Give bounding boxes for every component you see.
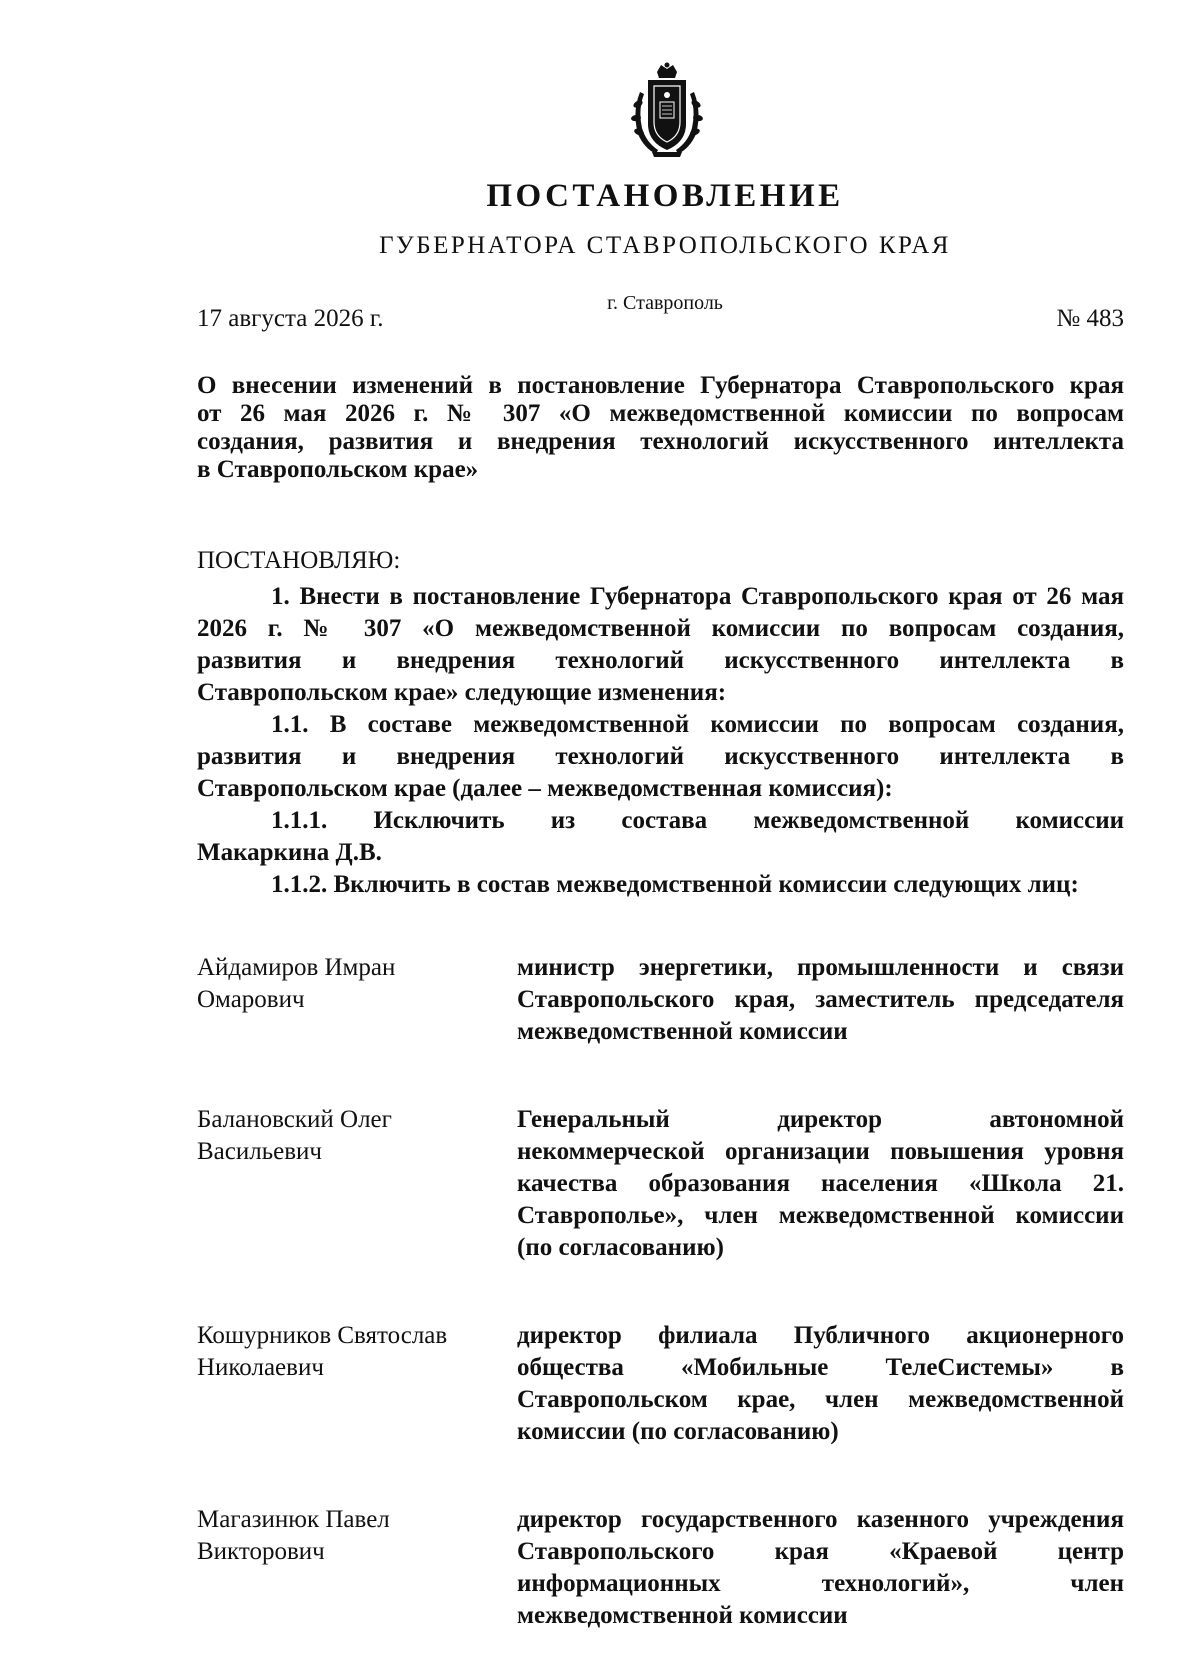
- member-name-line: Магазинюк Павел: [197, 1506, 390, 1533]
- subject-line: от 26 мая 2026 г. № 307 «О межведомственной комиссии по вопросам: [197, 400, 1124, 427]
- clause-line: 2026 г. № 307 «О межведомственной комиссии по вопросам создания,: [197, 615, 1124, 642]
- member-name: [197, 1320, 497, 1384]
- position-line: директор филиала Публичного акционерного: [517, 1322, 1124, 1349]
- member-name-line: Кошурников Святослав: [197, 1322, 448, 1349]
- position-line: Ставропольского края «Краевой центр: [517, 1538, 1124, 1565]
- issue-city: г. Ставрополь: [607, 292, 723, 314]
- subject-line: создания, развития и внедрения технологий искусственного интеллекта: [197, 428, 1124, 455]
- clause-line: Ставропольском крае (далее – межведомственная комиссия):: [197, 775, 893, 802]
- position-line: межведомственной комиссии: [517, 1018, 848, 1045]
- document-title: ПОСТАНОВЛЕНИЕ: [486, 178, 844, 214]
- member-name-line: Балановский Олег: [197, 1106, 392, 1133]
- member-position: [517, 1104, 1124, 1264]
- member-entry: [197, 952, 1124, 1048]
- position-line: некоммерческой организации повышения уровня: [517, 1138, 1124, 1165]
- clause-1-1: [197, 709, 1124, 805]
- document-number: № 483: [1056, 305, 1124, 332]
- position-line: Генеральный директор автономной: [517, 1106, 1124, 1133]
- member-position: [517, 1504, 1124, 1632]
- position-line: информационных технологий», член: [517, 1570, 1124, 1597]
- subject-line: О внесении изменений в постановление Губернатора Ставропольского края: [197, 372, 1124, 399]
- position-line: общества «Мобильные ТелеСистемы» в: [517, 1354, 1124, 1381]
- position-line: Ставропольском крае, член межведомственной: [517, 1386, 1124, 1413]
- position-line: Ставропольского края, заместитель председателя: [517, 986, 1124, 1013]
- position-line: качества образования населения «Школа 21.: [517, 1170, 1124, 1197]
- clause-line: 1.1.1. Исключить из состава межведомственной комиссии: [271, 807, 1124, 834]
- commission-members-list: [197, 952, 1124, 1632]
- issuing-authority: ГУБЕРНАТОРА СТАВРОПОЛЬСКОГО КРАЯ: [379, 232, 951, 259]
- clause-line: развития и внедрения технологий искусственного интеллекта в: [197, 743, 1124, 770]
- position-line: (по согласованию): [517, 1234, 724, 1261]
- issue-date: 17 августа 2026 г.: [197, 305, 384, 332]
- position-line: межведомственной комиссии: [517, 1602, 848, 1629]
- position-line: комиссии (по согласованию): [517, 1418, 839, 1445]
- member-name: [197, 1104, 497, 1168]
- clause-line: 1.1.2. Включить в состав межведомственной комиссии следующих лиц:: [271, 871, 1079, 898]
- clause-line: 1. Внести в постановление Губернатора Ставропольского края от 26 мая: [271, 583, 1124, 610]
- member-name-line: Омарович: [197, 986, 305, 1013]
- stavropol-coat-of-arms-icon: [626, 62, 708, 158]
- position-line: министр энергетики, промышленности и связи: [517, 954, 1124, 981]
- clause-line: Макаркина Д.В.: [197, 839, 382, 866]
- member-name: [197, 952, 497, 1016]
- clause-1-1-1: [197, 805, 1124, 869]
- document-subject: [197, 372, 1124, 484]
- member-entry: [197, 1504, 1124, 1632]
- clause-line: развития и внедрения технологий искусственного интеллекта в: [197, 647, 1124, 674]
- member-name-line: Викторович: [197, 1538, 325, 1565]
- member-name-line: Айдамиров Имран: [197, 954, 396, 981]
- clause-1-1-2: [197, 869, 1124, 901]
- member-name-line: Васильевич: [197, 1138, 322, 1165]
- member-position: [517, 1320, 1124, 1448]
- decree-word: ПОСТАНОВЛЯЮ:: [197, 547, 401, 574]
- member-name: [197, 1504, 497, 1568]
- position-line: Ставрополье», член межведомственной комиссии: [517, 1202, 1124, 1229]
- clause-1: [197, 581, 1124, 709]
- member-entry: [197, 1320, 1124, 1448]
- member-position: [517, 952, 1124, 1048]
- clause-line: 1.1. В составе межведомственной комиссии по вопросам создания,: [271, 711, 1124, 738]
- subject-line: в Ставропольском крае»: [197, 456, 479, 483]
- member-entry: [197, 1104, 1124, 1264]
- clause-line: Ставропольском крае» следующие изменения:: [197, 679, 727, 706]
- member-name-line: Николаевич: [197, 1354, 324, 1381]
- position-line: директор государственного казенного учреждения: [517, 1506, 1124, 1533]
